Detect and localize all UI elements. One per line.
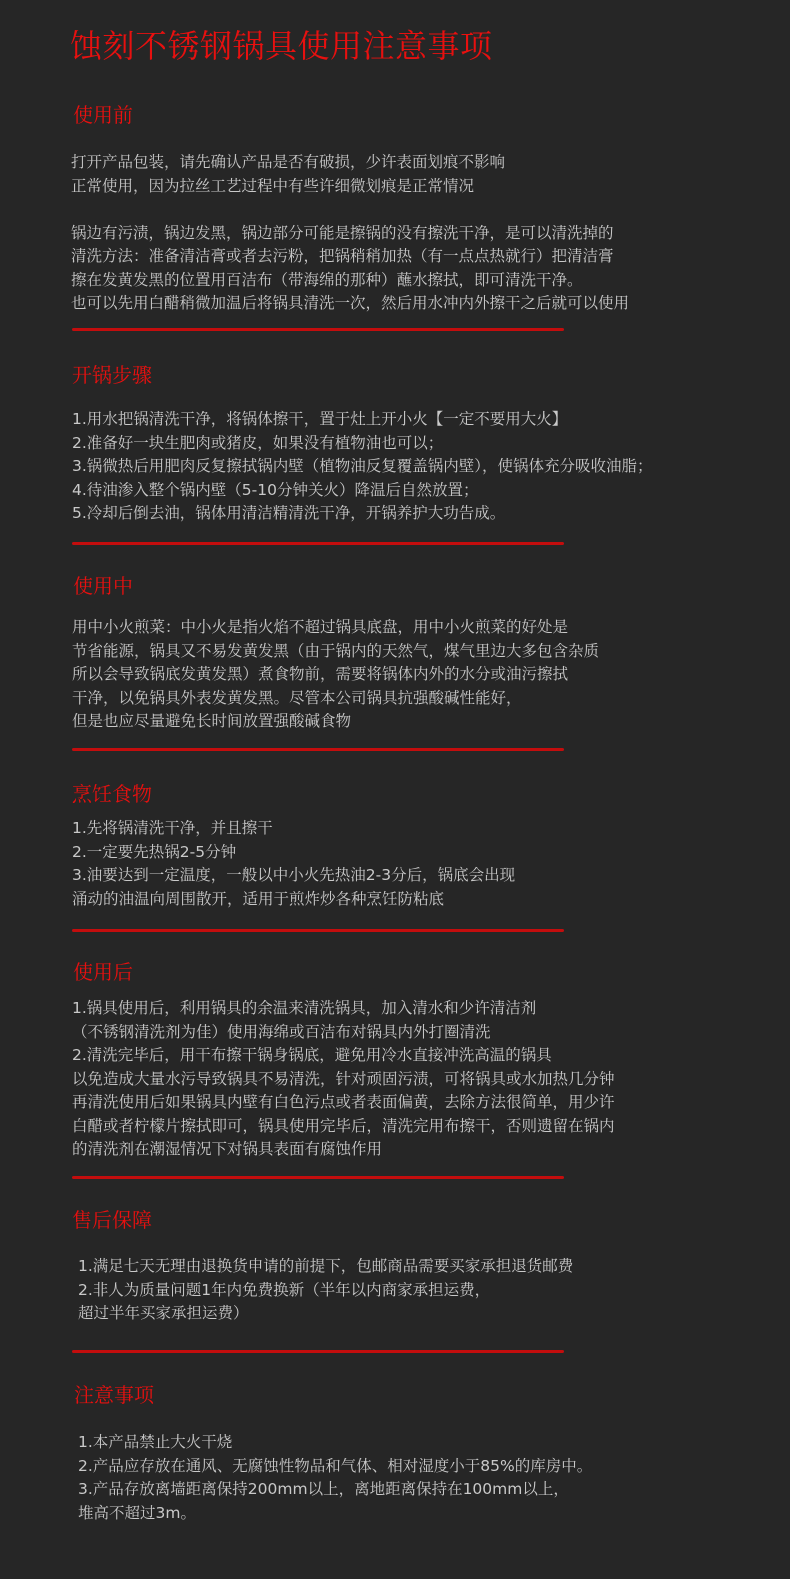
paragraph-line: 打开产品包装，请先确认产品是否有破损，少许表面划痕不影响 bbox=[71, 153, 506, 171]
paragraph-line: 用中小火煎菜：中小火是指火焰不超过锅具底盘，用中小火煎菜的好处是 bbox=[72, 618, 569, 636]
list-item: 2.准备好一块生肥肉或猪皮，如果没有植物油也可以； bbox=[72, 433, 444, 452]
paragraph-line: 再清洗使用后如果锅具内壁有白色污点或者表面偏黄，去除方法很简单，用少许 bbox=[72, 1093, 615, 1111]
paragraph-line: 2.清洗完毕后，用干布擦干锅身锅底，避免用冷水直接冲洗高温的锅具 bbox=[72, 1046, 552, 1064]
paragraph-line: 所以会导致锅底发黄发黑）煮食物前，需要将锅体内外的水分或油污擦拭 bbox=[72, 665, 569, 683]
list-item: 4.待油渗入整个锅内壁（5-10分钟关火）降温后自然放置； bbox=[72, 480, 479, 499]
section-heading-after-sales: 售后保障 bbox=[72, 1208, 152, 1232]
paragraph-spacer bbox=[71, 198, 629, 222]
section-body-precautions bbox=[78, 1431, 592, 1525]
list-item: 3.产品存放离墙距离保持200mm以上，离地距离保持在100mm以上， bbox=[78, 1480, 569, 1498]
paragraph-line: 也可以先用白醋稍微加温后将锅具清洗一次，然后用水冲内外擦干之后就可以使用 bbox=[71, 294, 630, 312]
section-heading-before-use: 使用前 bbox=[73, 103, 133, 127]
paragraph-line: （不锈钢清洗剂为佳）使用海绵或百洁布对锅具内外打圈清洗 bbox=[72, 1022, 491, 1041]
section-divider bbox=[72, 929, 564, 932]
paragraph-line: 节省能源，锅具又不易发黄发黑（由于锅内的天然气，煤气里边大多包含杂质 bbox=[72, 641, 600, 660]
paragraph-line: 1.锅具使用后，利用锅具的余温来清洗锅具，加入清水和少许清洁剂 bbox=[72, 999, 537, 1017]
section-body-seasoning-steps bbox=[72, 408, 653, 526]
paragraph-line: 的清洗剂在潮湿情况下对锅具表面有腐蚀作用 bbox=[72, 1140, 383, 1158]
paragraph-line: 清洗方法：准备清洁膏或者去污粉，把锅稍稍加热（有一点点热就行）把清洁膏 bbox=[71, 247, 614, 265]
paragraph-line: 干净，以免锅具外表发黄发黑。尽管本公司锅具抗强酸碱性能好， bbox=[72, 688, 522, 707]
section-heading-precautions: 注意事项 bbox=[74, 1383, 154, 1407]
section-divider bbox=[72, 542, 564, 545]
paragraph-line: 擦在发黄发黑的位置用百洁布（带海绵的那种）蘸水擦拭，即可清洗干净。 bbox=[71, 270, 583, 289]
section-body-during-use bbox=[72, 616, 599, 734]
list-item: 5.冷却后倒去油，锅体用清洁精清洗干净，开锅养护大功告成。 bbox=[72, 504, 506, 522]
section-body-before-use bbox=[71, 151, 629, 316]
list-item: 2.产品应存放在通风、无腐蚀性物品和气体、相对湿度小于85%的库房中。 bbox=[78, 1456, 593, 1475]
section-heading-after-use: 使用后 bbox=[73, 960, 133, 984]
list-item: 超过半年买家承担运费） bbox=[78, 1304, 249, 1322]
list-item: 1.用水把锅清洗干净，将锅体擦干，置于灶上开小火【一定不要用大火】 bbox=[72, 410, 568, 428]
section-divider bbox=[72, 748, 564, 751]
list-item: 1.满足七天无理由退换货申请的前提下，包邮商品需要买家承担退货邮费 bbox=[78, 1257, 574, 1275]
section-heading-seasoning-steps: 开锅步骤 bbox=[72, 363, 152, 387]
page-title: 蚀刻不锈钢锅具使用注意事项 bbox=[70, 27, 493, 65]
list-item: 1.先将锅清洗干净，并且擦干 bbox=[72, 819, 273, 837]
list-item: 2.一定要先热锅2-5分钟 bbox=[72, 842, 237, 861]
section-heading-cooking: 烹饪食物 bbox=[72, 782, 152, 806]
section-body-after-sales bbox=[78, 1255, 573, 1326]
paragraph-line: 以免造成大量水污导致锅具不易清洗，针对顽固污渍，可将锅具或水加热几分钟 bbox=[72, 1069, 615, 1088]
list-item: 3.油要达到一定温度，一般以中小火先热油2-3分后，锅底会出现 bbox=[72, 866, 516, 884]
section-divider bbox=[72, 1350, 564, 1353]
list-item: 1.本产品禁止大火干烧 bbox=[78, 1433, 233, 1451]
list-item: 3.锅微热后用肥肉反复擦拭锅内壁（植物油反复覆盖锅内壁），使锅体充分吸收油脂； bbox=[72, 457, 653, 475]
section-divider bbox=[72, 1176, 564, 1179]
paragraph-line: 正常使用，因为拉丝工艺过程中有些许细微划痕是正常情况 bbox=[71, 176, 475, 195]
list-item: 涌动的油温向周围散开，适用于煎炸炒各种烹饪防粘底 bbox=[72, 889, 445, 908]
section-divider bbox=[72, 328, 564, 331]
paragraph-line: 锅边有污渍，锅边发黑，锅边部分可能是擦锅的没有擦洗干净，是可以清洗掉的 bbox=[71, 223, 614, 242]
section-heading-during-use: 使用中 bbox=[73, 574, 133, 598]
list-item: 2.非人为质量问题1年内免费换新（半年以内商家承担运费， bbox=[78, 1280, 491, 1299]
paragraph-line: 白醋或者柠檬片擦拭即可，锅具使用完毕后，清洗完用布擦干，否则遗留在锅内 bbox=[72, 1116, 615, 1135]
paragraph-line: 但是也应尽量避免长时间放置强酸碱食物 bbox=[72, 712, 352, 730]
section-body-after-use bbox=[72, 997, 615, 1162]
list-item: 堆高不超过3m。 bbox=[78, 1503, 196, 1522]
section-body-cooking bbox=[72, 817, 515, 911]
